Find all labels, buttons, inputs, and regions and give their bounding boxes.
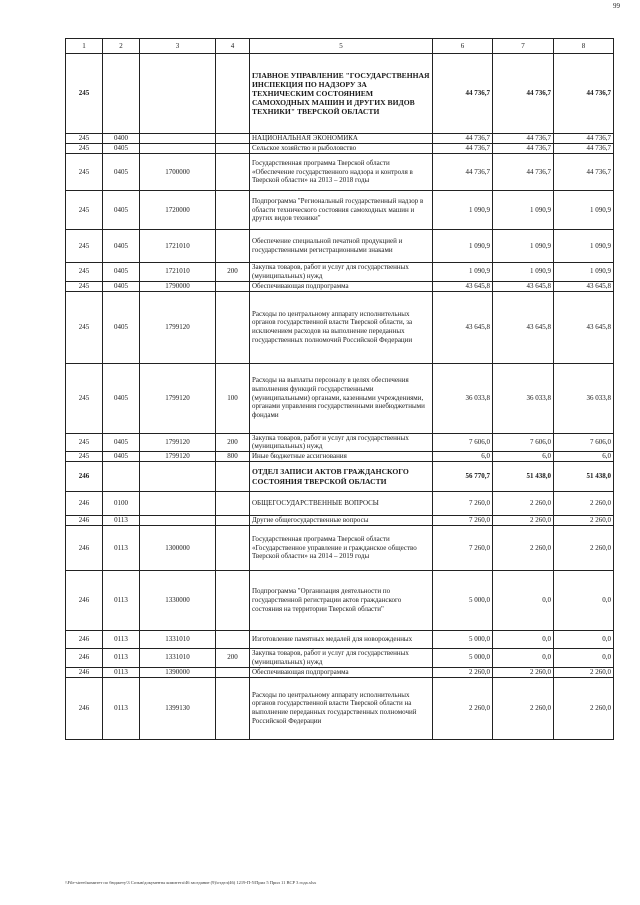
amount-col8-cell: 7 606,0 bbox=[554, 433, 614, 452]
target-article-cell: 1330000 bbox=[140, 571, 216, 631]
admin-code-cell: 245 bbox=[66, 54, 103, 134]
amount-col8-cell: 6,0 bbox=[554, 452, 614, 462]
amount-col6-cell: 44 736,7 bbox=[433, 154, 493, 191]
target-article-cell bbox=[140, 54, 216, 134]
item-name-cell: ОТДЕЛ ЗАПИСИ АКТОВ ГРАЖДАНСКОГО СОСТОЯНИЯ ТВЕРСКОЙ ОБЛАСТИ bbox=[250, 462, 433, 492]
amount-col6-cell: 1 090,9 bbox=[433, 191, 493, 230]
item-name-cell: Обеспечение специальной печатной продукцией и государственными регистрационными знаками bbox=[250, 230, 433, 263]
amount-col6-cell: 1 090,9 bbox=[433, 263, 493, 282]
amount-col6-cell: 7 260,0 bbox=[433, 526, 493, 571]
section-code-cell: 0405 bbox=[103, 281, 140, 291]
amount-col7-cell: 2 260,0 bbox=[493, 492, 554, 516]
amount-col6-cell: 44 736,7 bbox=[433, 54, 493, 134]
amount-col8-cell: 1 090,9 bbox=[554, 230, 614, 263]
target-article-cell: 1390000 bbox=[140, 667, 216, 677]
amount-col7-cell: 6,0 bbox=[493, 452, 554, 462]
amount-col7-cell: 51 438,0 bbox=[493, 462, 554, 492]
target-article-cell: 1790000 bbox=[140, 281, 216, 291]
header-cell: 8 bbox=[554, 39, 614, 54]
table-row bbox=[66, 452, 614, 462]
expense-type-cell: 200 bbox=[216, 433, 250, 452]
amount-col7-cell: 36 033,8 bbox=[493, 363, 554, 433]
header-cell: 5 bbox=[250, 39, 433, 54]
item-name-cell: Закупка товаров, работ и услуг для государственных (муниципальных) нужд bbox=[250, 263, 433, 282]
amount-col8-cell: 2 260,0 bbox=[554, 667, 614, 677]
header-cell: 6 bbox=[433, 39, 493, 54]
header-row bbox=[66, 39, 614, 54]
item-name-cell: ОБЩЕГОСУДАРСТВЕННЫЕ ВОПРОСЫ bbox=[250, 492, 433, 516]
expense-type-cell bbox=[216, 230, 250, 263]
target-article-cell: 1721010 bbox=[140, 263, 216, 282]
expense-type-cell bbox=[216, 281, 250, 291]
amount-col7-cell: 43 645,8 bbox=[493, 291, 554, 363]
item-name-cell: Расходы по центральному аппарату исполнительных органов государственной власти Тверской области на выполнение переданных государственных полномочий Российской Федерации bbox=[250, 677, 433, 739]
amount-col8-cell: 1 090,9 bbox=[554, 263, 614, 282]
header-cell: 1 bbox=[66, 39, 103, 54]
amount-col6-cell: 43 645,8 bbox=[433, 281, 493, 291]
amount-col8-cell: 36 033,8 bbox=[554, 363, 614, 433]
target-article-cell bbox=[140, 516, 216, 526]
expense-type-cell bbox=[216, 571, 250, 631]
expense-type-cell bbox=[216, 134, 250, 144]
section-code-cell: 0405 bbox=[103, 363, 140, 433]
target-article-cell bbox=[140, 492, 216, 516]
admin-code-cell: 245 bbox=[66, 144, 103, 154]
amount-col7-cell: 44 736,7 bbox=[493, 54, 554, 134]
target-article-cell: 1721010 bbox=[140, 230, 216, 263]
section-code-cell: 0113 bbox=[103, 677, 140, 739]
target-article-cell: 1399130 bbox=[140, 677, 216, 739]
item-name-cell: Иные бюджетные ассигнования bbox=[250, 452, 433, 462]
admin-code-cell: 246 bbox=[66, 462, 103, 492]
amount-col7-cell: 43 645,8 bbox=[493, 281, 554, 291]
amount-col7-cell: 2 260,0 bbox=[493, 526, 554, 571]
expense-type-cell bbox=[216, 191, 250, 230]
amount-col6-cell: 5 000,0 bbox=[433, 571, 493, 631]
amount-col7-cell: 1 090,9 bbox=[493, 191, 554, 230]
table-row bbox=[66, 230, 614, 263]
admin-code-cell: 246 bbox=[66, 526, 103, 571]
table-row bbox=[66, 291, 614, 363]
amount-col6-cell: 7 606,0 bbox=[433, 433, 493, 452]
admin-code-cell: 246 bbox=[66, 649, 103, 668]
amount-col8-cell: 44 736,7 bbox=[554, 144, 614, 154]
budget-table bbox=[65, 38, 614, 740]
amount-col7-cell: 2 260,0 bbox=[493, 667, 554, 677]
item-name-cell: Расходы на выплаты персоналу в целях обеспечения выполнения функций государственными (муниципальными) органами, казенными учреждениями, органами управления государственными внебюджетными фондами bbox=[250, 363, 433, 433]
table-row bbox=[66, 649, 614, 668]
admin-code-cell: 245 bbox=[66, 154, 103, 191]
item-name-cell: Изготовление памятных медалей для новорожденных bbox=[250, 631, 433, 649]
expense-type-cell bbox=[216, 516, 250, 526]
table-row bbox=[66, 281, 614, 291]
section-code-cell: 0405 bbox=[103, 433, 140, 452]
item-name-cell: Закупка товаров, работ и услуг для государственных (муниципальных) нужд bbox=[250, 649, 433, 668]
target-article-cell: 1799120 bbox=[140, 363, 216, 433]
table-row bbox=[66, 154, 614, 191]
admin-code-cell: 246 bbox=[66, 571, 103, 631]
amount-col7-cell: 1 090,9 bbox=[493, 263, 554, 282]
table-row bbox=[66, 363, 614, 433]
target-article-cell: 1300000 bbox=[140, 526, 216, 571]
target-article-cell: 1700000 bbox=[140, 154, 216, 191]
amount-col6-cell: 2 260,0 bbox=[433, 667, 493, 677]
section-code-cell: 0113 bbox=[103, 649, 140, 668]
target-article-cell: 1799120 bbox=[140, 452, 216, 462]
amount-col7-cell: 44 736,7 bbox=[493, 154, 554, 191]
table-row bbox=[66, 54, 614, 134]
section-code-cell: 0405 bbox=[103, 291, 140, 363]
amount-col7-cell: 0,0 bbox=[493, 631, 554, 649]
page-number: 99 bbox=[613, 2, 620, 10]
amount-col7-cell: 44 736,7 bbox=[493, 134, 554, 144]
amount-col8-cell: 0,0 bbox=[554, 571, 614, 631]
target-article-cell: 1799120 bbox=[140, 291, 216, 363]
item-name-cell: Обеспечивающая подпрограмма bbox=[250, 667, 433, 677]
target-article-cell bbox=[140, 144, 216, 154]
item-name-cell: Обеспечивающая подпрограмма bbox=[250, 281, 433, 291]
admin-code-cell: 245 bbox=[66, 134, 103, 144]
expense-type-cell bbox=[216, 291, 250, 363]
expense-type-cell: 200 bbox=[216, 649, 250, 668]
section-code-cell: 0405 bbox=[103, 144, 140, 154]
admin-code-cell: 245 bbox=[66, 230, 103, 263]
amount-col8-cell: 44 736,7 bbox=[554, 54, 614, 134]
table-row bbox=[66, 433, 614, 452]
item-name-cell: Закупка товаров, работ и услуг для государственных (муниципальных) нужд bbox=[250, 433, 433, 452]
amount-col6-cell: 44 736,7 bbox=[433, 144, 493, 154]
section-code-cell: 0100 bbox=[103, 492, 140, 516]
amount-col8-cell: 44 736,7 bbox=[554, 134, 614, 144]
header-cell: 2 bbox=[103, 39, 140, 54]
admin-code-cell: 245 bbox=[66, 281, 103, 291]
table-row bbox=[66, 516, 614, 526]
section-code-cell: 0405 bbox=[103, 230, 140, 263]
admin-code-cell: 245 bbox=[66, 263, 103, 282]
admin-code-cell: 246 bbox=[66, 516, 103, 526]
header-cell: 7 bbox=[493, 39, 554, 54]
amount-col8-cell: 2 260,0 bbox=[554, 677, 614, 739]
section-code-cell: 0400 bbox=[103, 134, 140, 144]
expense-type-cell: 800 bbox=[216, 452, 250, 462]
amount-col8-cell: 51 438,0 bbox=[554, 462, 614, 492]
table-row bbox=[66, 631, 614, 649]
item-name-cell: Сельское хозяйство и рыболовство bbox=[250, 144, 433, 154]
amount-col8-cell: 2 260,0 bbox=[554, 492, 614, 516]
admin-code-cell: 245 bbox=[66, 363, 103, 433]
expense-type-cell bbox=[216, 144, 250, 154]
target-article-cell: 1331010 bbox=[140, 649, 216, 668]
table-row bbox=[66, 191, 614, 230]
expense-type-cell bbox=[216, 154, 250, 191]
section-code-cell bbox=[103, 54, 140, 134]
amount-col6-cell: 1 090,9 bbox=[433, 230, 493, 263]
item-name-cell: НАЦИОНАЛЬНАЯ ЭКОНОМИКА bbox=[250, 134, 433, 144]
item-name-cell: ГЛАВНОЕ УПРАВЛЕНИЕ "ГОСУДАРСТВЕННАЯ ИНСПЕКЦИЯ ПО НАДЗОРУ ЗА ТЕХНИЧЕСКИМ СОСТОЯНИЕМ САМОХОДНЫХ МАШИН И ДРУГИХ ВИДОВ ТЕХНИКИ" ТВЕРСКОЙ ОБЛАСТИ bbox=[250, 54, 433, 134]
expense-type-cell bbox=[216, 526, 250, 571]
expense-type-cell bbox=[216, 462, 250, 492]
section-code-cell: 0113 bbox=[103, 571, 140, 631]
table-row bbox=[66, 571, 614, 631]
footer-file-path: \\File-street\комитет по бюджету\3 Созыв\документы комитета\46 заседание (9)\отдел(46) 1219-П-5\Прил 5 Прил 11 ВСР 3 года.xlsx bbox=[65, 880, 317, 885]
amount-col6-cell: 5 000,0 bbox=[433, 649, 493, 668]
section-code-cell: 0113 bbox=[103, 526, 140, 571]
amount-col6-cell: 2 260,0 bbox=[433, 677, 493, 739]
section-code-cell: 0113 bbox=[103, 516, 140, 526]
admin-code-cell: 246 bbox=[66, 667, 103, 677]
section-code-cell: 0405 bbox=[103, 191, 140, 230]
expense-type-cell bbox=[216, 631, 250, 649]
item-name-cell: Государственная программа Тверской области «Обеспечение государственного надзора и контроля в Тверской области» на 2013 – 2018 годы bbox=[250, 154, 433, 191]
target-article-cell: 1799120 bbox=[140, 433, 216, 452]
section-code-cell: 0405 bbox=[103, 263, 140, 282]
amount-col6-cell: 5 000,0 bbox=[433, 631, 493, 649]
header-cell: 4 bbox=[216, 39, 250, 54]
amount-col6-cell: 44 736,7 bbox=[433, 134, 493, 144]
item-name-cell: Другие общегосударственные вопросы bbox=[250, 516, 433, 526]
amount-col8-cell: 0,0 bbox=[554, 631, 614, 649]
section-code-cell: 0405 bbox=[103, 154, 140, 191]
table-row bbox=[66, 677, 614, 739]
table-row bbox=[66, 462, 614, 492]
admin-code-cell: 245 bbox=[66, 291, 103, 363]
amount-col8-cell: 2 260,0 bbox=[554, 516, 614, 526]
amount-col7-cell: 0,0 bbox=[493, 571, 554, 631]
expense-type-cell bbox=[216, 54, 250, 134]
header-cell: 3 bbox=[140, 39, 216, 54]
amount-col6-cell: 36 033,8 bbox=[433, 363, 493, 433]
amount-col7-cell: 44 736,7 bbox=[493, 144, 554, 154]
expense-type-cell bbox=[216, 667, 250, 677]
amount-col7-cell: 1 090,9 bbox=[493, 230, 554, 263]
target-article-cell: 1720000 bbox=[140, 191, 216, 230]
table-row bbox=[66, 526, 614, 571]
amount-col7-cell: 0,0 bbox=[493, 649, 554, 668]
item-name-cell: Расходы по центральному аппарату исполнительных органов государственной власти Тверской области, за исключением расходов на выполнение переданных государственных полномочий Российской Федерации bbox=[250, 291, 433, 363]
amount-col7-cell: 2 260,0 bbox=[493, 677, 554, 739]
amount-col8-cell: 0,0 bbox=[554, 649, 614, 668]
section-code-cell bbox=[103, 462, 140, 492]
admin-code-cell: 245 bbox=[66, 433, 103, 452]
item-name-cell: Государственная программа Тверской области «Государственное управление и гражданское общество Тверской области» на 2014 – 2019 годы bbox=[250, 526, 433, 571]
amount-col8-cell: 44 736,7 bbox=[554, 154, 614, 191]
table-row bbox=[66, 667, 614, 677]
amount-col6-cell: 56 770,7 bbox=[433, 462, 493, 492]
amount-col8-cell: 43 645,8 bbox=[554, 281, 614, 291]
section-code-cell: 0113 bbox=[103, 631, 140, 649]
expense-type-cell: 200 bbox=[216, 263, 250, 282]
section-code-cell: 0405 bbox=[103, 452, 140, 462]
table-row bbox=[66, 144, 614, 154]
amount-col6-cell: 7 260,0 bbox=[433, 492, 493, 516]
expense-type-cell bbox=[216, 677, 250, 739]
table-row bbox=[66, 492, 614, 516]
expense-type-cell bbox=[216, 492, 250, 516]
table-row bbox=[66, 134, 614, 144]
amount-col7-cell: 7 606,0 bbox=[493, 433, 554, 452]
table-row bbox=[66, 263, 614, 282]
amount-col7-cell: 2 260,0 bbox=[493, 516, 554, 526]
expense-type-cell: 100 bbox=[216, 363, 250, 433]
amount-col6-cell: 43 645,8 bbox=[433, 291, 493, 363]
amount-col6-cell: 7 260,0 bbox=[433, 516, 493, 526]
item-name-cell: Подпрограмма "Организация деятельности по государственной регистрации актов гражданского состояния на территории Тверской области" bbox=[250, 571, 433, 631]
target-article-cell bbox=[140, 462, 216, 492]
target-article-cell: 1331010 bbox=[140, 631, 216, 649]
amount-col8-cell: 2 260,0 bbox=[554, 526, 614, 571]
amount-col8-cell: 43 645,8 bbox=[554, 291, 614, 363]
admin-code-cell: 245 bbox=[66, 452, 103, 462]
amount-col8-cell: 1 090,9 bbox=[554, 191, 614, 230]
amount-col6-cell: 6,0 bbox=[433, 452, 493, 462]
item-name-cell: Подпрограмма "Региональный государственный надзор в области технического состояния самоходных машин и других видов техники" bbox=[250, 191, 433, 230]
admin-code-cell: 246 bbox=[66, 492, 103, 516]
section-code-cell: 0113 bbox=[103, 667, 140, 677]
target-article-cell bbox=[140, 134, 216, 144]
admin-code-cell: 246 bbox=[66, 677, 103, 739]
admin-code-cell: 245 bbox=[66, 191, 103, 230]
admin-code-cell: 246 bbox=[66, 631, 103, 649]
